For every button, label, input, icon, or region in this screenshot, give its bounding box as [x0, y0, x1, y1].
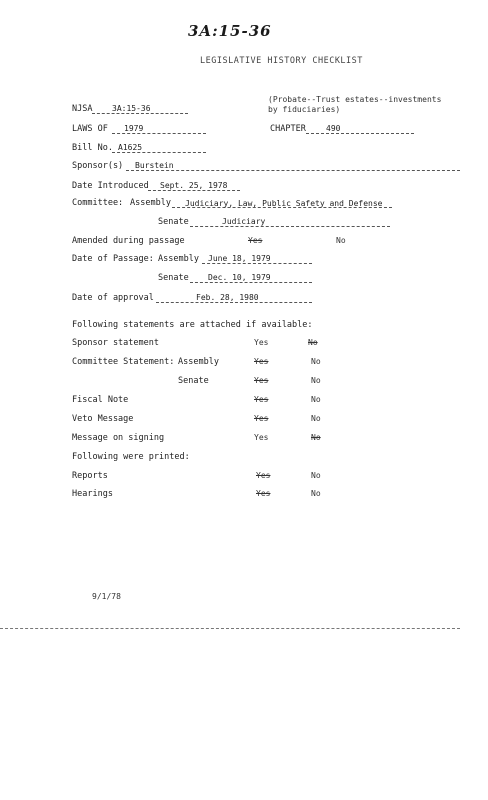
chapter-label: CHAPTER: [270, 124, 306, 134]
statement-label: Committee Statement:: [72, 357, 175, 367]
committee-senate-value: Judiciary: [222, 217, 266, 226]
bill-no-line: [112, 152, 206, 153]
laws-of-value: 1979: [124, 124, 144, 133]
statement-no: No: [311, 357, 321, 366]
statement-no: No: [311, 414, 321, 423]
printed-yes: Yes: [256, 489, 271, 498]
statement-label: Veto Message: [72, 414, 134, 424]
bill-description: (Probate--Trust estates--investments by fiduciaries): [268, 95, 442, 114]
committee-assembly-label: Assembly: [130, 198, 171, 208]
laws-of-label: LAWS OF: [72, 124, 108, 134]
njsa-value: 3A:15-36: [112, 104, 151, 113]
statement-sub-label: Assembly: [178, 357, 219, 367]
statement-no: No: [311, 433, 321, 442]
passage-assembly-label: Assembly: [158, 254, 199, 264]
printed-label: Reports: [72, 471, 108, 481]
passage-senate-value: Dec. 10, 1979: [208, 273, 271, 282]
statement-yes: Yes: [254, 357, 269, 366]
date-of-approval-value: Feb. 28, 1980: [196, 293, 259, 302]
printed-label: Hearings: [72, 489, 113, 499]
committee-senate-label: Senate: [158, 217, 189, 227]
amended-label: Amended during passage: [72, 236, 185, 246]
statement-no: No: [308, 338, 318, 347]
statement-no: No: [311, 376, 321, 385]
statement-label: Sponsor statement: [72, 338, 159, 348]
printed-no: No: [311, 489, 321, 498]
date-of-approval-label: Date of approval: [72, 293, 154, 303]
handwritten-header: 3A:15-36: [188, 22, 272, 40]
statement-yes: Yes: [254, 376, 269, 385]
page-title: LEGISLATIVE HISTORY CHECKLIST: [200, 56, 363, 66]
date-introduced-line: [148, 190, 240, 191]
sponsors-line: [126, 170, 460, 171]
passage-senate-line: [190, 282, 312, 283]
date-introduced-label: Date Introduced: [72, 181, 149, 191]
footer-date: 9/1/78: [92, 592, 121, 601]
statement-yes: Yes: [254, 395, 269, 404]
statement-yes: Yes: [254, 338, 269, 347]
committee-senate-line: [190, 226, 390, 227]
amended-no: No: [336, 236, 346, 245]
committee-label: Committee:: [72, 198, 124, 208]
date-of-passage-label: Date of Passage:: [72, 254, 154, 264]
njsa-line: [92, 113, 188, 114]
amended-yes: Yes: [248, 236, 263, 245]
statement-yes: Yes: [254, 414, 269, 423]
passage-assembly-line: [202, 263, 312, 264]
sponsors-value: Burstein: [135, 161, 174, 170]
statements-intro: Following statements are attached if available:: [72, 320, 313, 330]
printed-yes: Yes: [256, 471, 271, 480]
statement-no: No: [311, 395, 321, 404]
chapter-line: [306, 133, 414, 134]
date-of-approval-line: [156, 302, 312, 303]
bill-no-label: Bill No.: [72, 143, 113, 153]
laws-of-line: [112, 133, 206, 134]
chapter-value: 490: [326, 124, 341, 133]
statement-label: Fiscal Note: [72, 395, 129, 405]
printed-no: No: [311, 471, 321, 480]
bill-no-value: A1625: [118, 143, 143, 152]
njsa-label: NJSA: [72, 104, 93, 114]
statement-yes: Yes: [254, 433, 269, 442]
date-introduced-value: Sept. 25, 1978: [160, 181, 228, 190]
committee-assembly-value: Judiciary, Law, Public Safety and Defense: [185, 199, 383, 208]
printed-intro: Following were printed:: [72, 452, 190, 462]
statement-label: Message on signing: [72, 433, 165, 443]
passage-senate-label: Senate: [158, 273, 189, 283]
bottom-divider: [0, 628, 460, 629]
passage-assembly-value: June 18, 1979: [208, 254, 271, 263]
sponsors-label: Sponsor(s): [72, 161, 124, 171]
statement-sub-label: Senate: [178, 376, 209, 386]
